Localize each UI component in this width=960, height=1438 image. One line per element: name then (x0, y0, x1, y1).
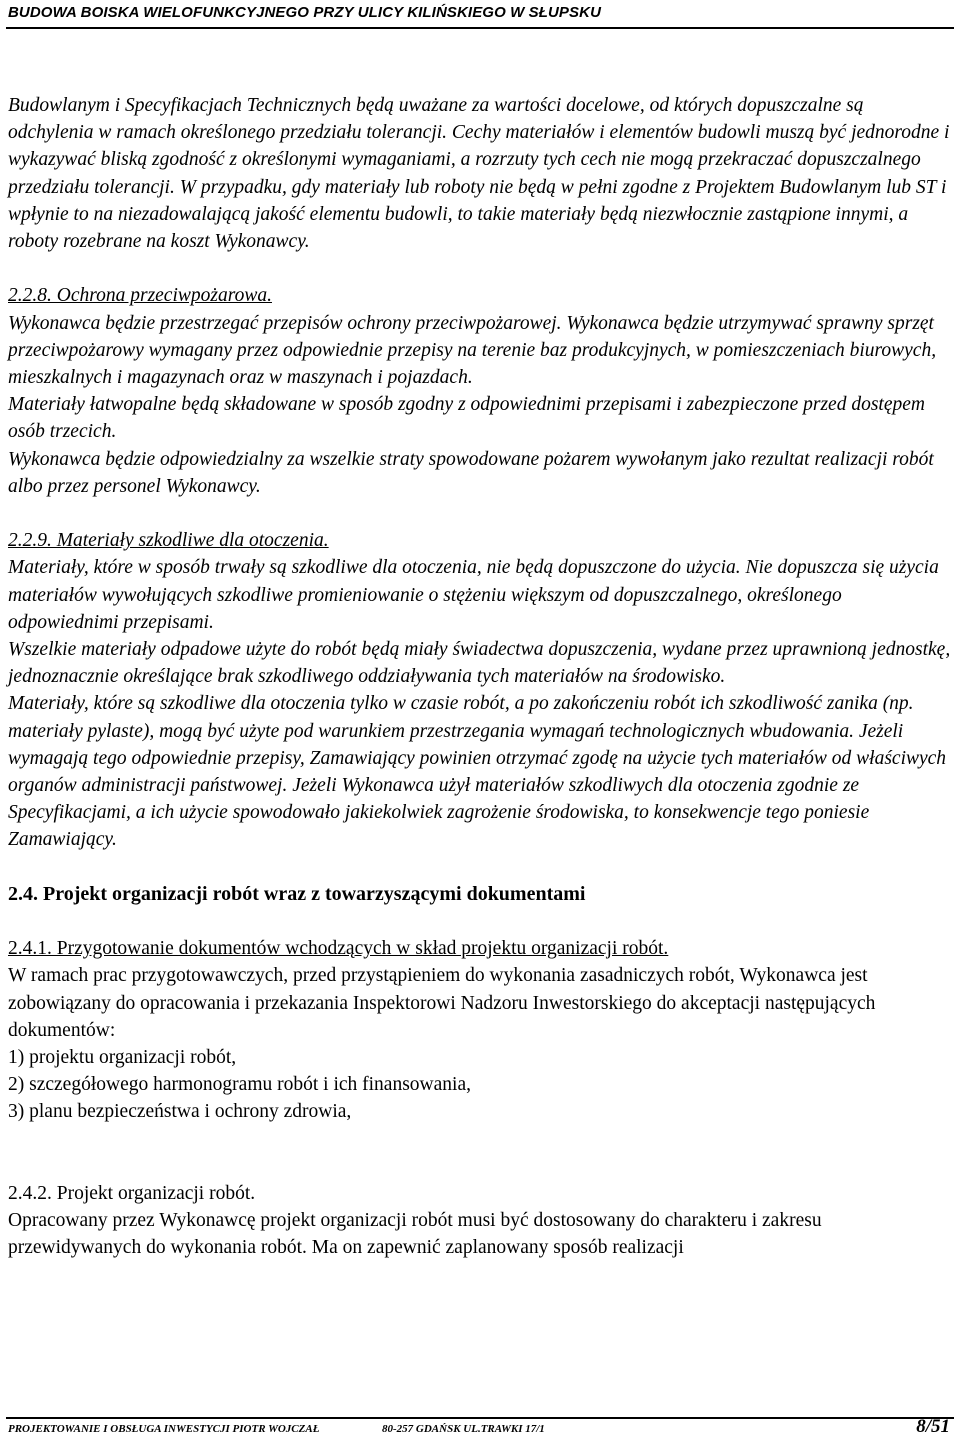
section-title-2-4-2: 2.4.2. Projekt organizacji robót. (8, 1182, 256, 1204)
section-title-2-4-1: 2.4.1. Przygotowanie dokumentów wchodzących w skład projektu organizacji robót. (8, 938, 669, 960)
page-number: 8/51 (916, 1416, 950, 1437)
paragraph-harmful-3: Materiały, które są szkodliwe dla otoczenia tylko w czasie robót, a po zakończeniu robót ich szkodliwość zanika (np. materiały pylaste), mogą być użyte pod warunkiem przestrzegania wymagań technologicznych wbudowania. Jeżeli wymagają tego odpowiednie przepisy, Zamawiający powinien otrzymać zgodę na użycie tych materiałów od właściwych organów administracji państwowej. Jeżeli Wykonawca użył materiałów szkodliwych dla otoczenia zgodnie ze Specyfikacjami, a ich użycie spowodowało jakiekolwiek zagrożenie środowiska, to konsekwencje tego poniesie Zamawiający. (8, 693, 947, 851)
document-body (8, 92, 952, 1261)
footer-company: PROJEKTOWANIE I OBSŁUGA INWESTYCJI PIOTR WOJCZAŁ (8, 1423, 320, 1435)
section-title-2-2-8: 2.2.8. Ochrona przeciwpożarowa. (8, 285, 272, 307)
header-divider (6, 27, 954, 29)
list-item: 3) planu bezpieczeństwa i ochrony zdrowia, (8, 1101, 352, 1123)
paragraph-fire-3: Wykonawca będzie odpowiedzialny za wszelkie straty spowodowane pożarem wywołanym jako rezultat realizacji robót albo przez personel Wykonawcy. (8, 448, 934, 497)
paragraph-harmful-1: Materiały, które w sposób trwały są szkodliwe dla otoczenia, nie będą dopuszczone do użycia. Nie dopuszcza się użycia materiałów wywołujących szkodliwe promieniowanie o stężeniu większym od dopuszczalnego, określonego odpowiednimi przepisami. (8, 557, 939, 633)
list-item: 1) projektu organizacji robót, (8, 1047, 237, 1069)
paragraph-preparation: W ramach prac przygotowawczych, przed przystąpieniem do wykonania zasadniczych robót, Wykonawca jest zobowiązany do opracowania i przekazania Inspektorowi Nadzoru Inwestorskiego do akceptacji następujących dokumentów: (8, 965, 876, 1041)
page-footer (8, 1416, 952, 1438)
paragraph-tolerances: Budowlanym i Specyfikacjach Technicznych będą uważane za wartości docelowe, od których dopuszczalne są odchylenia w ramach określonego przedziału tolerancji. Cechy materiałów i elementów budowli muszą być jednorodne i wykazywać bliską zgodność z określonymi wymaganiami, a rozrzuty tych cech nie mogą przekraczać dopuszczalnego przedziału tolerancji. W przypadku, gdy materiały lub roboty nie będą w pełni zgodne z Projektem Budowlanym lub ST i wpłynie to na niezadowalającą jakość elementu budowli, to takie materiały będą niezwłocznie zastąpione innymi, a roboty rozebrane na koszt Wykonawcy. (8, 95, 950, 253)
list-item: 2) szczegółowego harmonogramu robót i ich finansowania, (8, 1074, 471, 1096)
paragraph-fire-1: Wykonawca będzie przestrzegać przepisów ochrony przeciwpożarowej. Wykonawca będzie utrzymywać sprawny sprzęt przeciwpożarowy wymagany przez odpowiednie przepisy na terenie baz produkcyjnych, w pomieszczeniach biurowych, mieszkalnych i magazynach oraz w maszynach i pojazdach. (8, 312, 937, 389)
paragraph-fire-2: Materiały łatwopalne będą składowane w sposób zgodny z odpowiednimi przepisami i zabezpieczone przed dostępem osób trzecich. (8, 394, 925, 443)
footer-divider (6, 1417, 954, 1419)
section-title-2-4: 2.4. Projekt organizacji robót wraz z towarzyszącymi dokumentami (8, 882, 586, 905)
paragraph-organization: Opracowany przez Wykonawcę projekt organizacji robót musi być dostosowany do charakteru i zakresu przewidywanych do wykonania robót. Ma on zapewnić zaplanowany sposób realizacji (8, 1209, 822, 1259)
page-header: BUDOWA BOISKA WIELOFUNKCYJNEGO PRZY ULICY KILIŃSKIEGO W SŁUPSKU (8, 4, 601, 21)
paragraph-harmful-2: Wszelkie materiały odpadowe użyte do robót będą miały świadectwa dopuszczenia, wydane przez uprawnioną jednostkę, jednoznacznie określające brak szkodliwego oddziaływania tych materiałów na środowisko. (8, 639, 951, 688)
section-title-2-2-9: 2.2.9. Materiały szkodliwe dla otoczenia. (8, 530, 329, 552)
footer-address: 80-257 GDAŃSK UL.TRAWKI 17/1 (382, 1423, 545, 1435)
